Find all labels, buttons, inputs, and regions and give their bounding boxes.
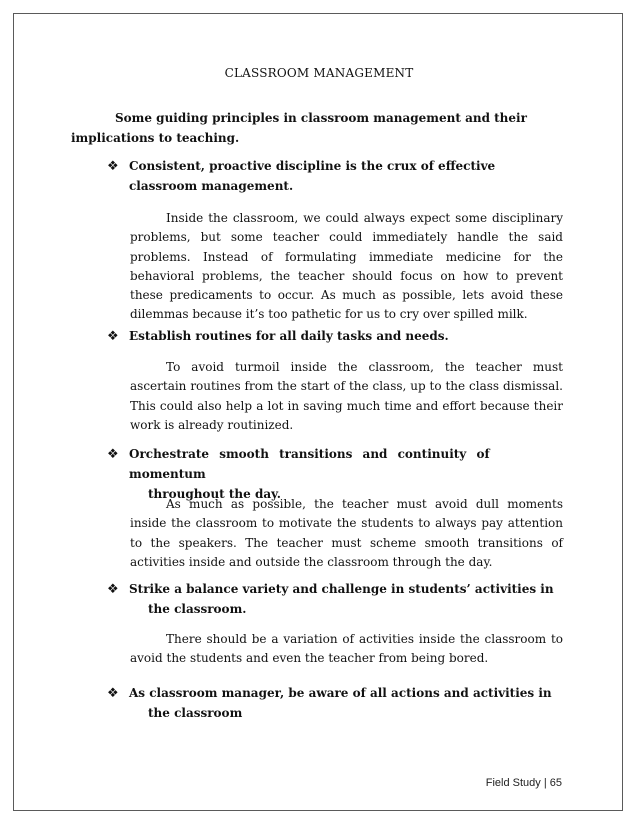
bullet-heading-text-cont: throughout the day. <box>148 487 281 501</box>
bullet-heading-2 <box>107 326 567 346</box>
bullet-heading-text: Consistent, proactive discipline is the crux of effective classroom management. <box>129 159 496 193</box>
bullet-heading-text-cont: the classroom <box>148 706 243 720</box>
page-title: CLASSROOM MANAGEMENT <box>224 66 414 80</box>
bullet-heading-text: Strike a balance variety and challenge in students’ activities in <box>129 582 554 596</box>
diamond-bullet-icon: ❖ <box>107 447 119 462</box>
diamond-bullet-icon: ❖ <box>107 329 119 344</box>
section-paragraph-3: As much as possible, the teacher must avoid dull moments inside the classroom to motivate the students to always pay attention to the speakers. The teacher must scheme smooth transitions of activities inside and outside the classroom through the day. <box>130 497 563 569</box>
bullet-heading-text: Establish routines for all daily tasks and needs. <box>129 329 449 343</box>
bullet-heading-text: As classroom manager, be aware of all actions and activities in <box>129 686 552 700</box>
bullet-heading-text-cont: the classroom. <box>148 602 247 616</box>
bullet-heading-5 <box>107 683 567 723</box>
section-paragraph-2: To avoid turmoil inside the classroom, the teacher must ascertain routines from the start of the class, up to the class dismissal. This could also help a lot in saving much time and effort because their work is already routinized. <box>130 360 563 432</box>
bullet-heading-text: Orchestrate smooth transitions and continuity of momentum <box>129 447 490 481</box>
section-paragraph-1: Inside the classroom, we could always expect some disciplinary problems, but some teacher could immediately handle the said problems. Instead of formulating immediate medicine for the behavioral problems, the teacher should focus on how to prevent these predicaments to occur. As much as possible, lets avoid these dilemmas because it’s too pathetic for us to cry over spilled milk. <box>130 211 563 322</box>
diamond-bullet-icon: ❖ <box>107 582 119 597</box>
section-paragraph-4: There should be a variation of activities inside the classroom to avoid the students and even the teacher from being bored. <box>130 632 563 666</box>
diamond-bullet-icon: ❖ <box>107 686 119 701</box>
page-footer: Field Study | 65 <box>485 777 562 789</box>
diamond-bullet-icon: ❖ <box>107 159 119 174</box>
intro-text: Some guiding principles in classroom management and their implications to teaching. <box>71 111 527 145</box>
bullet-heading-4 <box>107 579 567 619</box>
bullet-heading-1 <box>107 156 567 196</box>
